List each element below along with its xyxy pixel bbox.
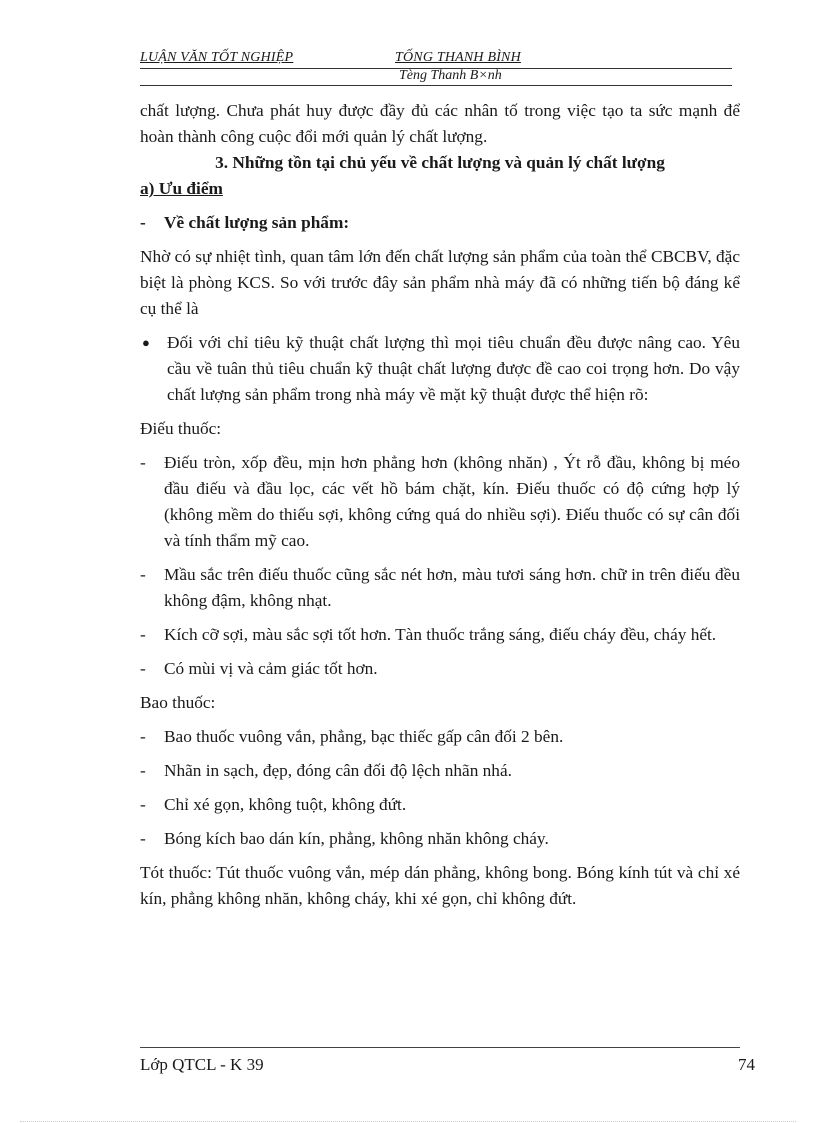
- pack-item-text: Chỉ xé gọn, không tuột, không đứt.: [164, 795, 407, 814]
- bullet-item: [140, 330, 740, 408]
- dash-marker: -: [140, 727, 146, 746]
- pack-item: [140, 758, 740, 784]
- product-quality-label: [140, 210, 740, 236]
- running-header: [140, 50, 732, 69]
- cigarette-item-text: Kích cỡ sợi, màu sắc sợi tốt hơn. Tàn thuốc trắng sáng, điếu cháy đều, cháy hết.: [164, 625, 717, 644]
- footer-class-label: Lớp QTCL - K 39: [140, 1055, 264, 1074]
- thanks-paragraph: Nhờ có sự nhiệt tình, quan tâm lớn đến chất lượng sản phẩm của toàn thể CBCBV, đặc biệt là phòng KCS. So với trước đây sản phẩm nhà máy đã có những tiến bộ đáng kể cụ thể là: [140, 247, 740, 318]
- dash-marker: -: [140, 213, 146, 232]
- dash-marker: -: [140, 659, 146, 678]
- dash-marker: -: [140, 565, 146, 584]
- bullet-text: Đối với chỉ tiêu kỹ thuật chất lượng thì mọi tiêu chuẩn đều được nâng cao. Yêu cầu về tuân thủ tiêu chuẩn kỹ thuật chất lượng được đề cao coi trọng hơn. Do vậy chất lượng sản phẩm trong nhà máy về mặt kỹ thuật được thể hiện rõ:: [167, 333, 740, 404]
- dash-marker: -: [140, 761, 146, 780]
- pack-label: Bao thuốc:: [140, 693, 216, 712]
- bullet-marker: ●: [142, 335, 150, 350]
- running-subheader: [140, 68, 732, 86]
- header-author-name: TỐNG THANH BÌNH: [395, 50, 521, 65]
- intro-paragraph: chất lượng. Chưa phát huy được đầy đủ các nhân tố trong việc tạo ta sức mạnh để hoàn thành công cuộc đổi mới quản lý chất lượng.: [140, 101, 740, 146]
- product-quality-text: Về chất lượng sản phẩm:: [164, 213, 350, 232]
- header-thesis-label: LUẬN VĂN TỐT NGHIỆP: [140, 50, 294, 65]
- pack-item-text: Bóng kích bao dán kín, phẳng, không nhăn không cháy.: [164, 829, 549, 848]
- cigarette-label: Điếu thuốc:: [140, 419, 222, 438]
- dash-marker: -: [140, 453, 146, 472]
- footer-divider: [140, 1047, 740, 1048]
- pack-item-text: Bao thuốc vuông vắn, phẳng, bạc thiếc gấp cân đối 2 bên.: [164, 727, 564, 746]
- cigarette-item-text: Mầu sắc trên điếu thuốc cũng sắc nét hơn, màu tươi sáng hơn. chữ in trên điếu đều không đậm, không nhạt.: [164, 565, 740, 610]
- cigarette-item: [140, 622, 740, 648]
- page-body: [140, 98, 740, 912]
- pack-item: [140, 826, 740, 852]
- header-author-subtitle: Tèng Thanh B×nh: [399, 68, 502, 83]
- carton-paragraph: Tót thuốc: Tút thuốc vuông vắn, mép dán phẳng, không bong. Bóng kính tút và chỉ xé kín, phẳng không nhăn, không cháy, khi xé gọn, chỉ không đứt.: [140, 863, 740, 908]
- cigarette-item: [140, 656, 740, 682]
- pack-item: [140, 724, 740, 750]
- cigarette-item: [140, 450, 740, 554]
- dash-marker: -: [140, 829, 146, 848]
- pack-item-text: Nhãn in sạch, đẹp, đóng cân đối độ lệch nhãn nhá.: [164, 761, 512, 780]
- page-number: 74: [738, 1055, 755, 1074]
- cigarette-item: [140, 562, 740, 614]
- page-bottom-edge: [20, 1121, 796, 1122]
- dash-marker: -: [140, 625, 146, 644]
- section-heading: 3. Những tồn tại chủ yếu về chất lượng và quản lý chất lượng: [215, 153, 665, 172]
- cigarette-item-text: Có mùi vị và cảm giác tốt hơn.: [164, 659, 378, 678]
- subsection-heading-advantages: a) Ưu điểm: [140, 179, 223, 198]
- pack-item: [140, 792, 740, 818]
- cigarette-item-text: Điếu tròn, xốp đều, mịn hơn phẳng hơn (không nhăn) , Ýt rỗ đầu, không bị méo đầu điếu và đầu lọc, các vết hồ bám chặt, kín. Điếu thuốc có độ cứng hợp lý (không mềm do thiếu sợi, không cứng quá do nhiều sợi). Điếu thuốc có sự cân đối và tính thẩm mỹ cao.: [164, 453, 740, 550]
- dash-marker: -: [140, 795, 146, 814]
